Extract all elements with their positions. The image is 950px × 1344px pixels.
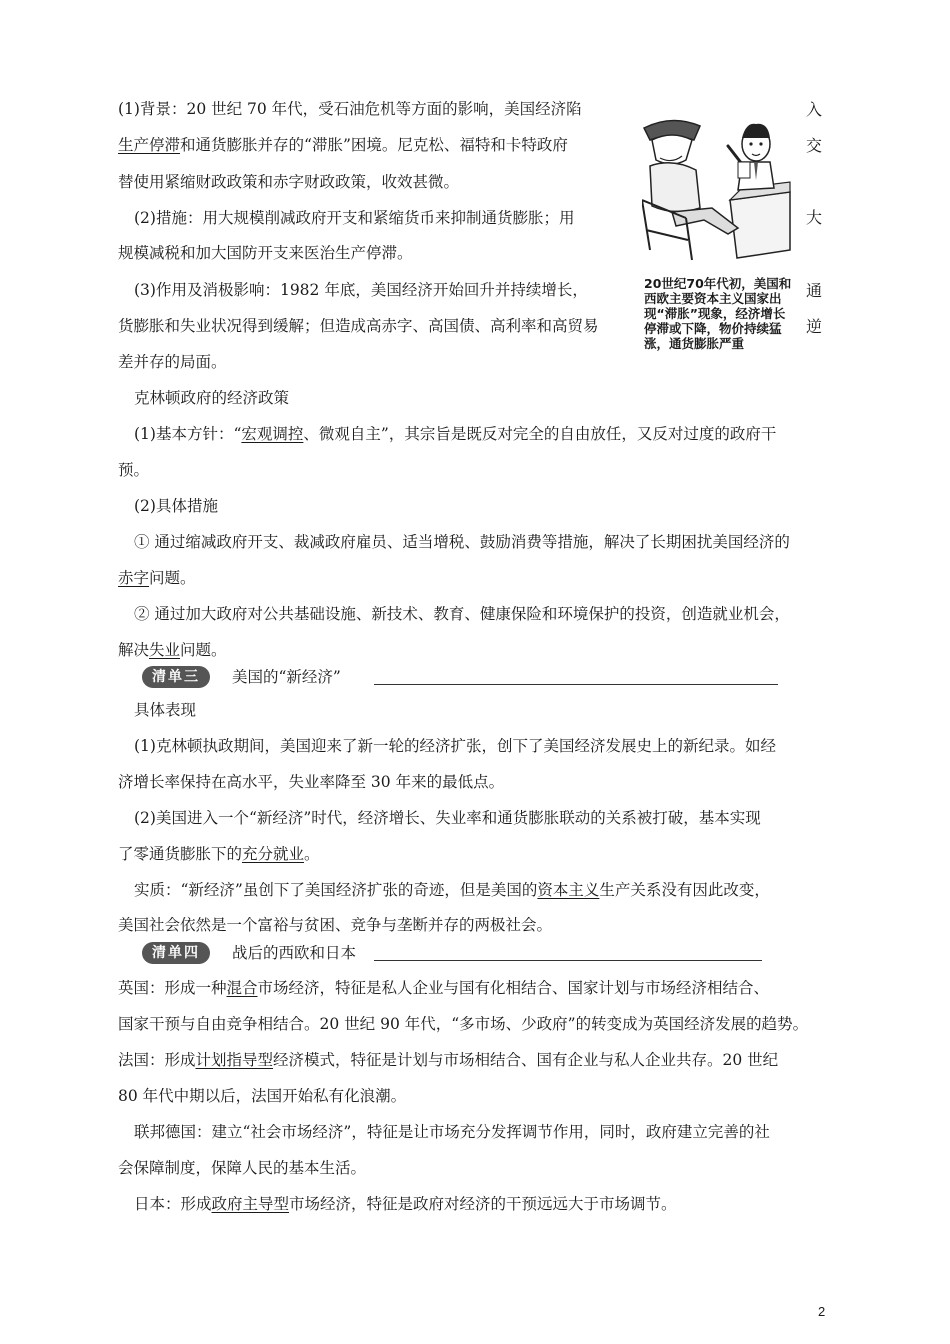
section-title: 战后的西欧和日本 xyxy=(232,944,357,962)
underlined-term: 计划指导型 xyxy=(195,1051,274,1069)
margin-char: 大 xyxy=(806,208,823,227)
text-line: 货膨胀和失业状况得到缓解；但造成高赤字、高国债、高利率和高贸易 xyxy=(118,317,599,335)
margin-char: 通 xyxy=(806,281,823,300)
text-span: 法国：形成 xyxy=(118,1051,196,1069)
title-rule xyxy=(374,684,778,685)
text-line: 联邦德国：建立“社会市场经济”，特征是让市场充分发挥调节作用，同时，政府建立完善的社 xyxy=(134,1123,770,1141)
text-line xyxy=(118,1050,778,1070)
subheading: 克林顿政府的经济政策 xyxy=(134,389,290,407)
text-span: 英国：形成一种 xyxy=(118,979,227,997)
underlined-term: 政府主导型 xyxy=(211,1195,290,1213)
text-line: (2)措施：用大规模削减政府开支和紧缩货币来抑制通货膨胀；用 xyxy=(134,209,575,227)
text-line xyxy=(134,1194,677,1214)
text-line: 规模减税和加大国防开支来医治生产停滞。 xyxy=(118,244,413,262)
text-line: 80 年代中期以后，法国开始私有化浪潮。 xyxy=(118,1087,407,1105)
text-line xyxy=(118,568,196,588)
title-rule xyxy=(374,960,762,961)
text-line: 预。 xyxy=(118,461,150,479)
text-span: 实质：“新经济”虽创下了美国经济扩张的奇迹，但是美国的 xyxy=(134,881,538,899)
stagflation-cartoon xyxy=(642,100,792,275)
underlined-term: 混合 xyxy=(226,979,258,997)
text-line: 会保障制度，保障人民的基本生活。 xyxy=(118,1159,367,1177)
illustration-caption: 20世纪70年代初，美国和西欧主要资本主义国家出现“滞胀”现象，经济增长停滞或下降，物价持续猛涨，通货膨胀严重 xyxy=(644,276,792,351)
underlined-term: 资本主义 xyxy=(537,881,600,899)
text-line xyxy=(134,424,776,444)
text-line xyxy=(134,880,770,900)
text-line: 替使用紧缩财政政策和赤字财政政策，收效甚微。 xyxy=(118,173,460,191)
text-line: ② 通过加大政府对公共基础设施、新技术、教育、健康保险和环境保护的投资，创造就业机会， xyxy=(134,605,790,623)
margin-char: 入 xyxy=(806,100,823,119)
text-span: 和通货膨胀并存的“滞胀”困境。尼克松、福特和卡特政府 xyxy=(180,136,568,154)
paper xyxy=(738,162,750,178)
underlined-term: 赤字 xyxy=(118,569,150,587)
text-line: ① 通过缩减政府开支、裁减政府雇员、适当增税、鼓励消费等措施，解决了长期困扰美国经济的 xyxy=(134,533,790,551)
margin-char: 交 xyxy=(806,136,823,155)
text-span: 、微观自主”，其宗旨是既反对完全的自由放任，又反对过度的政府干 xyxy=(303,425,777,443)
text-line xyxy=(118,135,568,155)
text-span: 问题。 xyxy=(149,569,196,587)
desk xyxy=(730,192,790,258)
text-span: 。 xyxy=(304,845,320,863)
text-span: 市场经济，特征是私人企业与国有化相结合、国家计划与市场经济相结合、 xyxy=(257,979,770,997)
text-span: 市场经济，特征是政府对经济的干预远远大于市场调节。 xyxy=(289,1195,677,1213)
text-line: (1)克林顿执政期间，美国迎来了新一轮的经济扩张，创下了美国经济发展史上的新纪录。如经 xyxy=(134,737,776,755)
underlined-term: 生产停滞 xyxy=(118,136,181,154)
page-number: 2 xyxy=(818,1304,826,1319)
text-line: 济增长率保持在高水平，失业率降至 30 年来的最低点。 xyxy=(118,773,505,791)
text-line: (2)具体措施 xyxy=(134,497,218,515)
text-span: 了零通货膨胀下的 xyxy=(118,845,243,863)
seated-man-legs xyxy=(672,208,738,234)
text-span: 生产关系没有因此改变， xyxy=(599,881,770,899)
man-hair xyxy=(742,124,770,138)
text-span: 经济模式，特征是计划与市场相结合、国有企业与私人企业共存。20 世纪 xyxy=(273,1051,779,1069)
underlined-term: 失业 xyxy=(149,641,181,659)
text-line: (2)美国进入一个“新经济”时代，经济增长、失业率和通货膨胀联动的关系被打破，基本实现 xyxy=(134,809,761,827)
subheading: 具体表现 xyxy=(134,701,197,719)
text-line: 国家干预与自由竞争相结合。20 世纪 90 年代，“多市场、少政府”的转变成为英国经济发展的趋势。 xyxy=(118,1015,809,1033)
man-arm xyxy=(728,146,742,164)
text-line: (1)背景：20 世纪 70 年代，受石油危机等方面的影响，美国经济陷 xyxy=(118,100,582,118)
text-line: 差并存的局面。 xyxy=(118,353,227,371)
text-span: (1)基本方针：“ xyxy=(134,425,242,443)
seated-man-face xyxy=(652,135,692,164)
seated-man-body xyxy=(650,163,700,212)
text-line xyxy=(118,978,769,998)
section-title: 美国的“新经济” xyxy=(232,668,341,686)
underlined-term: 充分就业 xyxy=(242,845,305,863)
margin-char: 逆 xyxy=(806,317,823,336)
text-span: 日本：形成 xyxy=(134,1195,212,1213)
text-line xyxy=(118,640,227,660)
text-line: 美国社会依然是一个富裕与贫困、竞争与垄断并存的两极社会。 xyxy=(118,916,553,934)
text-span: 解决 xyxy=(118,641,150,659)
text-span: 问题。 xyxy=(180,641,227,659)
text-line: (3)作用及消极影响：1982 年底，美国经济开始回升并持续增长， xyxy=(134,281,588,299)
text-line xyxy=(118,844,320,864)
section-badge: 清单三 xyxy=(142,666,210,688)
section-badge: 清单四 xyxy=(142,942,210,964)
underlined-term: 宏观调控 xyxy=(241,425,304,443)
